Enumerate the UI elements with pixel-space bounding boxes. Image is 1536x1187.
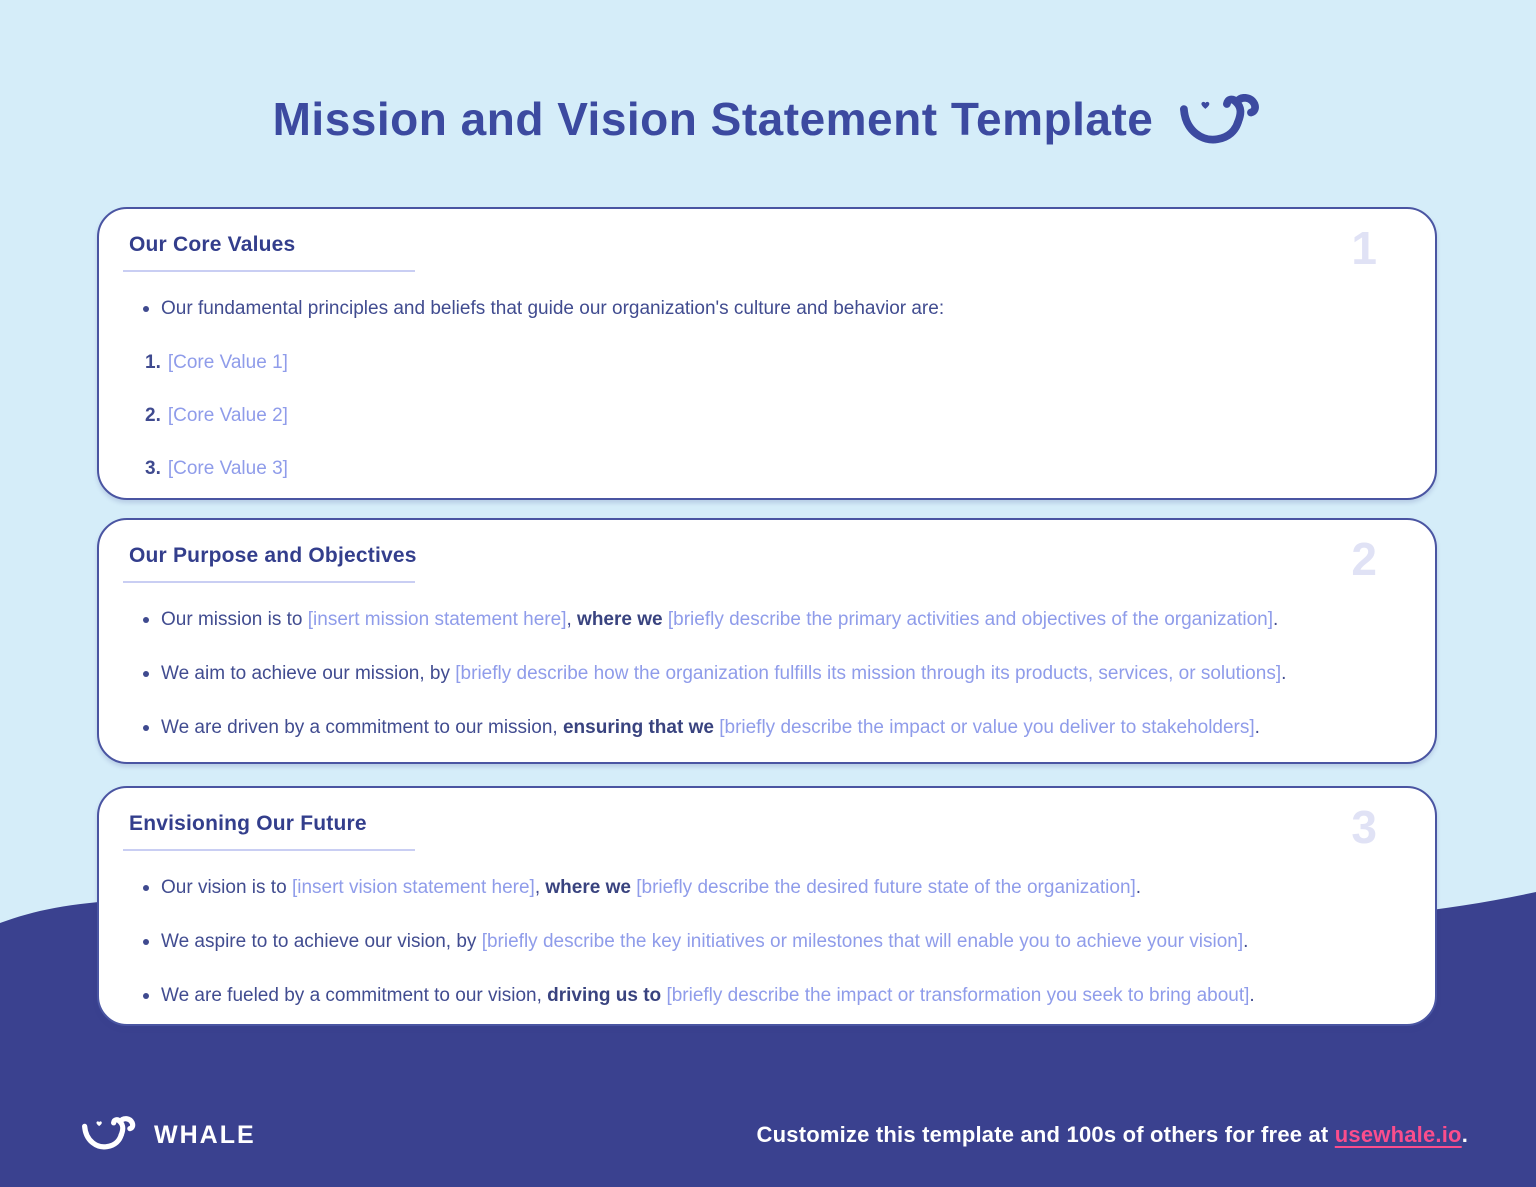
bullet-segment: . xyxy=(1281,663,1287,684)
bullet-text xyxy=(161,297,944,321)
bullet-text xyxy=(161,930,1248,954)
card-heading: Our Purpose and Objectives xyxy=(129,544,417,567)
bullet-segment: ensuring that we xyxy=(562,717,720,738)
bullet-segment: . xyxy=(1135,877,1142,898)
bullet-segment: where we xyxy=(545,877,637,898)
whale-logo-icon xyxy=(80,1115,138,1155)
bullet-item xyxy=(129,876,1315,900)
bullet-segment: Our mission is to xyxy=(161,609,308,630)
bullet-dot xyxy=(143,306,149,312)
placeholder-text: [briefly describe the primary activities and objectives of the organization] xyxy=(667,609,1274,630)
placeholder-text: [insert mission statement here] xyxy=(307,609,567,630)
card-heading: Our Core Values xyxy=(129,233,296,256)
bullet-segment: Our vision is to xyxy=(161,877,292,898)
placeholder-text: [Core Value 1] xyxy=(167,352,288,373)
bullet-segment: Our fundamental principles and beliefs that guide our organization's culture and behavior are: xyxy=(161,298,945,319)
footer-message xyxy=(757,1122,1468,1148)
bullet-dot xyxy=(143,993,149,999)
bullet-dot xyxy=(143,939,149,945)
bullet-segment: . xyxy=(1273,609,1279,630)
bullet-segment: . xyxy=(1254,717,1260,738)
card-body xyxy=(129,297,1315,481)
bullet-text xyxy=(161,662,1286,686)
placeholder-text: [insert vision statement here] xyxy=(291,877,535,898)
placeholder-text: [briefly describe how the organization fulfills its mission through its products, services, or solutions] xyxy=(455,663,1282,684)
ordered-item xyxy=(145,457,1315,481)
card-body xyxy=(129,608,1315,740)
ordered-list xyxy=(145,351,1315,481)
ordered-item xyxy=(145,351,1315,375)
bullet-item xyxy=(129,984,1315,1008)
bullet-dot xyxy=(143,725,149,731)
placeholder-text: [briefly describe the key initiatives or milestones that will enable you to achieve your vision] xyxy=(481,931,1244,952)
placeholder-text: [Core Value 2] xyxy=(167,405,288,426)
bullet-segment: . xyxy=(1249,985,1255,1006)
card-heading: Envisioning Our Future xyxy=(129,812,367,835)
bullet-segment: We aim to achieve our mission, by xyxy=(161,663,456,684)
footer-message-prefix: Customize this template and 100s of others for free at xyxy=(756,1122,1335,1147)
card-purpose-objectives xyxy=(97,518,1437,764)
bullet-segment: We are driven by a commitment to our mission, xyxy=(161,717,563,738)
usewhale-link[interactable]: usewhale.io xyxy=(1334,1122,1462,1147)
bullet-segment: where we xyxy=(577,609,668,630)
bullet-text xyxy=(161,876,1141,900)
ordered-number: 1. xyxy=(145,352,161,373)
bullet-dot xyxy=(143,617,149,623)
ordered-number: 2. xyxy=(145,405,161,426)
section-number: 3 xyxy=(1351,801,1377,853)
ordered-number: 3. xyxy=(145,458,161,479)
section-number: 1 xyxy=(1351,222,1377,274)
bullet-dot xyxy=(143,885,149,891)
bullet-text xyxy=(161,984,1255,1008)
page-title: Mission and Vision Statement Template xyxy=(272,93,1154,145)
bullet-item xyxy=(129,930,1315,954)
bullet-segment: , xyxy=(534,877,546,898)
bullet-text xyxy=(161,716,1260,740)
bullet-segment: driving us to xyxy=(547,985,667,1006)
bullet-segment: . xyxy=(1243,931,1249,952)
bullet-text xyxy=(161,608,1278,632)
bullet-item xyxy=(129,297,1315,321)
card-body xyxy=(129,876,1315,1008)
brand-name: WHALE xyxy=(154,1120,256,1149)
card-core-values xyxy=(97,207,1437,500)
heading-underline xyxy=(123,270,415,272)
page-header xyxy=(0,88,1536,150)
heading-underline xyxy=(123,849,415,851)
bullet-dot xyxy=(143,671,149,677)
footer-brand xyxy=(80,1115,256,1155)
placeholder-text: [Core Value 3] xyxy=(167,458,288,479)
bullet-segment: We are fueled by a commitment to our vision, xyxy=(161,985,548,1006)
footer xyxy=(0,1102,1536,1168)
card-envisioning-future xyxy=(97,786,1437,1026)
ordered-item xyxy=(145,404,1315,428)
whale-smile-icon xyxy=(1177,94,1263,150)
placeholder-text: [briefly describe the desired future state of the organization] xyxy=(636,877,1136,898)
placeholder-text: [briefly describe the impact or value you deliver to stakeholders] xyxy=(719,717,1255,738)
bullet-item xyxy=(129,662,1315,686)
bullet-segment: We aspire to to achieve our vision, by xyxy=(161,931,482,952)
heading-underline xyxy=(123,581,415,583)
bullet-item xyxy=(129,716,1315,740)
bullet-segment: , xyxy=(566,609,578,630)
section-number: 2 xyxy=(1351,533,1377,585)
placeholder-text: [briefly describe the impact or transformation you seek to bring about] xyxy=(666,985,1250,1006)
footer-message-suffix: . xyxy=(1461,1122,1468,1147)
bullet-item xyxy=(129,608,1315,632)
